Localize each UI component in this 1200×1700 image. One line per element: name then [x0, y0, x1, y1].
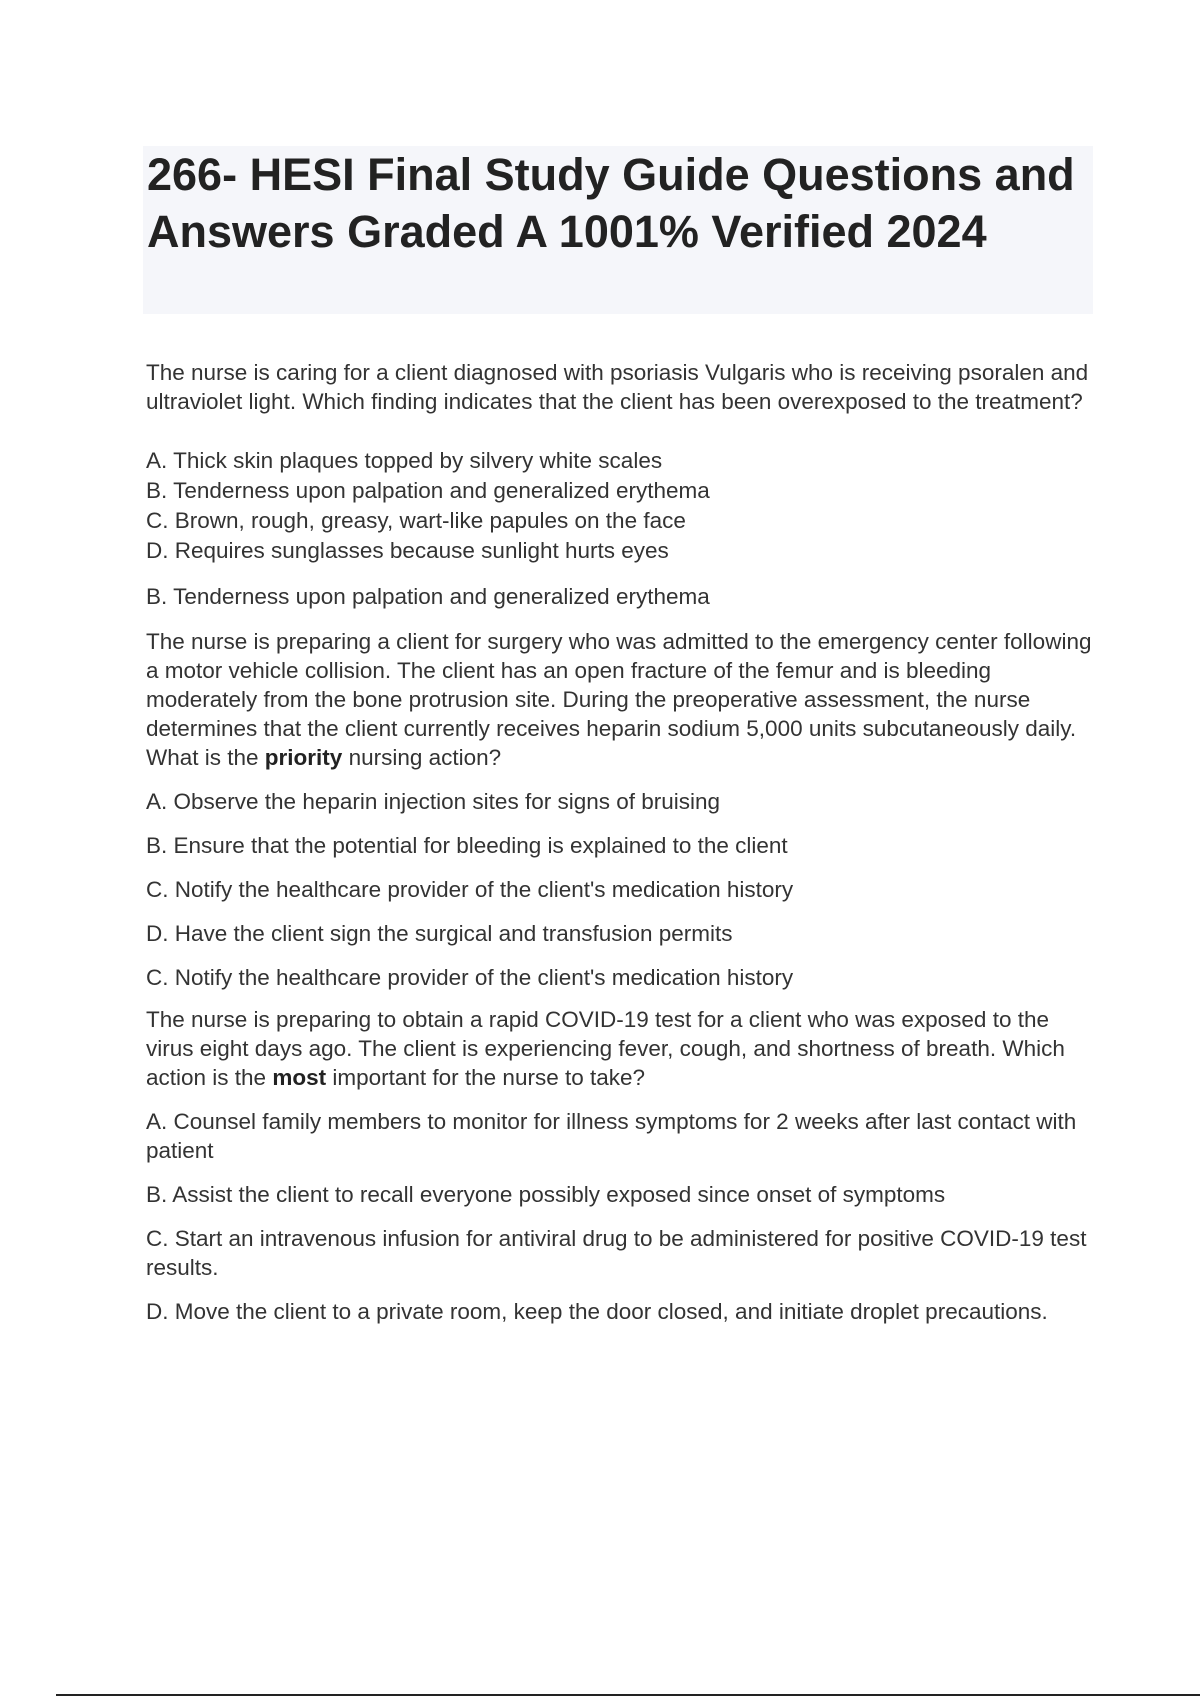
question-2-option-b: B. Ensure that the potential for bleeding is explained to the client — [146, 833, 788, 858]
question-1-option-a: A. Thick skin plaques topped by silvery white scales — [146, 448, 663, 473]
question-1-answer: B. Tenderness upon palpation and generalized erythema — [146, 584, 710, 609]
question-2-stem — [146, 627, 1096, 772]
question-2-option-d: D. Have the client sign the surgical and transfusion permits — [146, 921, 733, 946]
question-3-option-c: C. Start an intravenous infusion for antiviral drug to be administered for positive COVID-19 test results. — [146, 1226, 1087, 1280]
question-3-emphasis: most — [272, 1065, 327, 1090]
question-2-answer: C. Notify the healthcare provider of the client's medication history — [146, 965, 794, 990]
question-3-option-a: A. Counsel family members to monitor for illness symptoms for 2 weeks after last contact with patient — [146, 1109, 1077, 1163]
question-3-option-b: B. Assist the client to recall everyone possibly exposed since onset of symptoms — [146, 1182, 946, 1207]
question-1-options — [146, 446, 1096, 566]
question-3-stem-text: The nurse is preparing to obtain a rapid COVID-19 test for a client who was exposed to the virus eight days ago. The client is experiencing fever, cough, and shortness of breath. Which action is the — [146, 1007, 1065, 1090]
footer-divider — [56, 1694, 1200, 1696]
question-2-emphasis: priority — [264, 745, 343, 770]
question-2-stem-end: nursing action? — [342, 745, 502, 770]
question-2-stem-text: The nurse is preparing a client for surgery who was admitted to the emergency center following a motor vehicle collision. The client has an open fracture of the femur and is bleeding moderately from the bone protrusion site. During the preoperative assessment, the nurse determines that the client currently receives heparin sodium 5,000 units subcutaneously daily. What is the — [146, 629, 1092, 770]
document-title: 266- HESI Final Study Guide Questions and Answers Graded A 1001% Verified 2024 — [147, 149, 1075, 257]
question-2-option-a: A. Observe the heparin injection sites for signs of bruising — [146, 789, 721, 814]
title-block — [143, 146, 1093, 314]
question-1-option-c: C. Brown, rough, greasy, wart-like papules on the face — [146, 508, 686, 533]
question-1-stem: The nurse is caring for a client diagnosed with psoriasis Vulgaris who is receiving psoralen and ultraviolet light. Which finding indicates that the client has been overexposed to the treatment? — [146, 360, 1089, 414]
question-3-stem-end: important for the nurse to take? — [326, 1065, 646, 1090]
question-2-option-c: C. Notify the healthcare provider of the client's medication history — [146, 877, 794, 902]
question-1-option-b: B. Tenderness upon palpation and generalized erythema — [146, 478, 710, 503]
question-1-option-d: D. Requires sunglasses because sunlight hurts eyes — [146, 538, 669, 563]
question-3-stem — [146, 1005, 1096, 1092]
document-content — [146, 358, 1096, 1326]
question-3-option-d: D. Move the client to a private room, keep the door closed, and initiate droplet precautions. — [146, 1299, 1048, 1324]
